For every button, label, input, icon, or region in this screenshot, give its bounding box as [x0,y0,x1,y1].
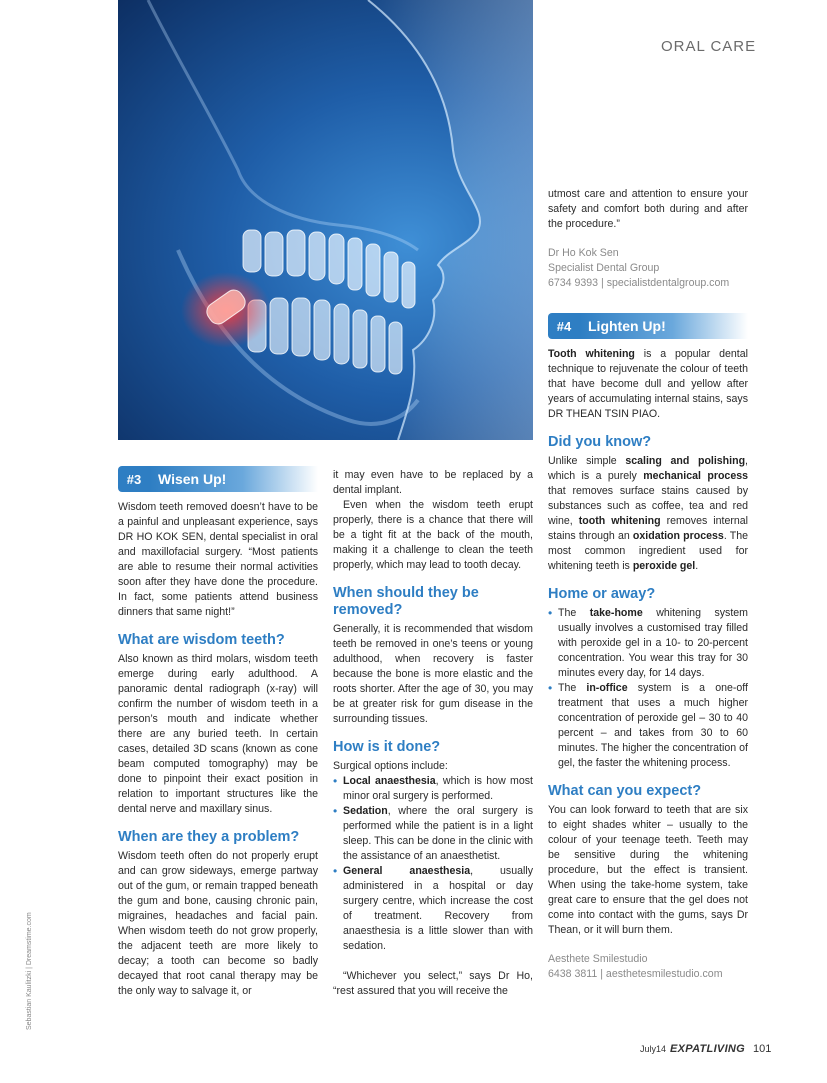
paragraph-problem: Wisdom teeth often do not properly erupt and can grow sideways, emerge partway out of the gum, or remain trapped beneath the gum and bone, causing chronic pain, migraines, headaches and facial pain. When wisdom teeth do not grow properly, the adjacent teeth are more likely to decay; a tooth can become so badly decayed that root canal therapy may be the only way to salvage it, or [118,850,318,997]
section-label: ORAL CARE [661,38,757,55]
heading-what-expect: What can you expect? [548,783,702,799]
contact-org: Aesthete Smilestudio [548,953,648,965]
heading-how-done: How is it done? [333,739,441,755]
paragraph-continued: it may even have to be replaced by a dental implant. [333,469,533,496]
paragraph-quote-continued: utmost care and attention to ensure your safety and comfort both during and after the procedure.” [548,188,748,230]
photo-credit: Sebastian Kaulitzki | Dreamstime.com [26,912,33,1030]
list-item: • The take-home whitening system usually involves a customised tray filled with peroxide gel in a 10- to 20-percent concentration. You wear this tray for 30 minutes every day, for 14 days. [548,606,748,681]
surgical-options-list [333,774,533,954]
section-4-title: Lighten Up! [580,313,748,339]
magazine-logo: EXPATLIVING [670,1043,746,1055]
section-3-banner [118,466,318,492]
contact-org: Specialist Dental Group [548,262,660,274]
skull-teeth-graphic [118,0,533,440]
heading-what-are-wisdom-teeth: What are wisdom teeth? [118,632,285,648]
intro-paragraph: Wisdom teeth removed doesn’t have to be a painful and unpleasant experience, says DR HO KOK SEN, dental specialist in oral and maxillofacial surgery. “Most patients are able to resume their normal activities soon after they have done the procedure. In fact, some patients attend business dinners that same night!” [118,501,318,618]
intro-paragraph: Tooth whitening is a popular dental technique to rejuvenate the colour of teeth that have become dull and yellow after years of accumulating internal stains, says DR THEAN TSIN PIAO. [548,348,749,420]
hero-xray-illustration [118,0,533,440]
issue-date: July14 [640,1044,667,1054]
column-3 [548,187,748,982]
contact-line: 6438 3811 | aesthetesmilestudio.com [548,968,723,980]
paragraph-how: Surgical options include: [333,760,448,772]
section-4-number: #4 [548,313,580,339]
column-1 [118,466,318,999]
list-item: • Local anaesthesia, which is how most minor oral surgery is performed. [333,774,533,804]
paragraph-quote: “Whichever you select,” says Dr Ho, “rest assured that you will receive the [333,970,533,997]
page-number: 101 [753,1043,772,1055]
heading-home-or-away: Home or away? [548,586,656,602]
paragraph-what: Also known as third molars, wisdom teeth emerge during early adulthood. A panoramic dental radiograph (x-ray) will confirm the number of wisdom teeth in a person’s mouth and indicate whether there are any buried teeth. In certain cases, detailed 3D scans (known as cone beam computed tomography) may be done to pinpoint their exact position in relation to important structures like the dental nerve and maxillary sinus. [118,653,318,815]
contact-block-sec3 [548,246,748,291]
heading-when-problem: When are they a problem? [118,829,300,845]
contact-line: 6734 9393 | specialistdentalgroup.com [548,277,730,289]
section-3-number: #3 [118,466,150,492]
paragraph-expect: You can look forward to teeth that are six to eight shades whiter – usually to the colour of your teenage teeth. Teeth may be sensitive during the whitening procedure, but the effect is transient. When using the take-home system, take great care to ensure that the gel does not come into contact with the gums, says Dr Thean, or it will burn them. [548,804,748,936]
heading-did-you-know: Did you know? [548,434,652,450]
paragraph-when: Generally, it is recommended that wisdom teeth be removed in one’s teens or young adulthood, when recovery is faster because the bone is more elastic and the roots shorter. After the age of 30, you may be at greater risk for gum disease in the surrounding tissues. [333,623,533,725]
paragraph-know: Unlike simple scaling and polishing, which is a purely mechanical process that removes surface stains caused by substances such as coffee, tea and red wine, tooth whitening removes internal stains through an oxidation process. The most common ingredient used for whitening teeth is peroxide gel. [548,455,748,572]
list-item: • Sedation, where the oral surgery is performed while the patient is in a light sleep. This can be done in the clinic with the assistance of an anaesthetist. [333,804,533,864]
list-item: • The in-office system is a one-off treatment that uses a much higher concentration of peroxide gel – 30 to 40 percent – and takes from 30 to 60 minutes. The higher the concentration of gel, the faster the whitening process. [548,681,748,771]
section-3-title: Wisen Up! [150,466,318,492]
whitening-options-list [548,606,748,771]
page-footer [640,1043,771,1055]
section-4-banner [548,313,748,339]
paragraph-erupt: Even when the wisdom teeth erupt properly, there is a chance that there will be a tight fit at the back of the mouth, making it a challenge to clean the teeth properly, which may lead to tooth decay. [333,499,533,571]
list-item: • General anaesthesia, usually administered in a hospital or day surgery centre, which increase the cost of treatment. Recovery from anaesthesia is a little slower than with sedation. [333,864,533,954]
contact-name: Dr Ho Kok Sen [548,247,619,259]
column-2 [333,468,533,999]
heading-when-removed: When should they be removed? [333,585,479,618]
contact-block-sec4 [548,952,748,982]
